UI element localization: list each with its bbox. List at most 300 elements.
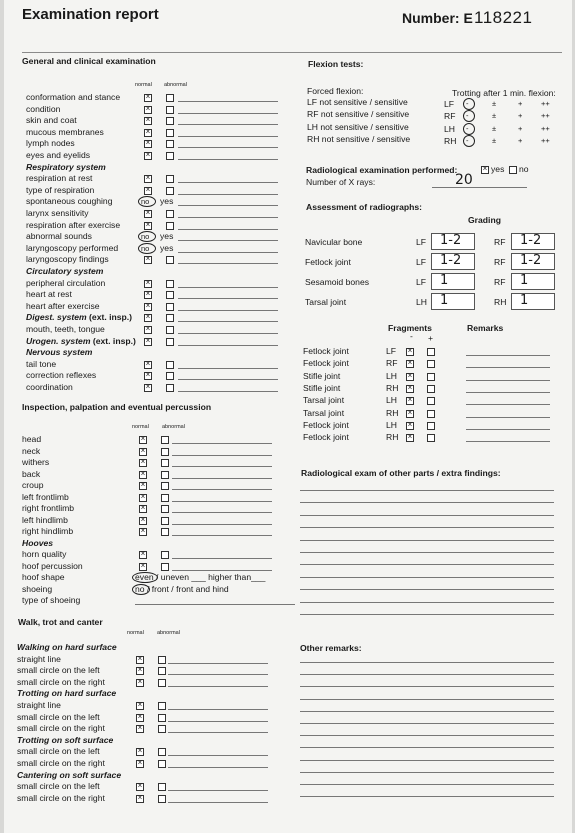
subsection-label: Nervous system xyxy=(26,347,93,358)
assessment-label: Navicular bone xyxy=(305,237,363,247)
abnormal-checkbox[interactable] xyxy=(161,436,169,444)
remark-line xyxy=(178,194,278,195)
grade-option[interactable]: + xyxy=(518,123,523,133)
writing-line[interactable] xyxy=(300,662,554,663)
writing-line[interactable] xyxy=(300,515,554,516)
grade-option[interactable]: + xyxy=(518,135,523,145)
abnormal-checkbox[interactable] xyxy=(158,656,166,664)
fragments-plus-label: + xyxy=(428,333,434,343)
normal-checkbox[interactable] xyxy=(144,106,152,114)
header-divider xyxy=(22,52,562,53)
remark-line xyxy=(178,136,278,137)
radiological-yes-checkbox[interactable] xyxy=(481,166,489,174)
remark-line xyxy=(168,663,268,664)
abnormal-checkbox[interactable] xyxy=(158,667,166,675)
item-label: lymph nodes xyxy=(26,138,75,149)
remark-line xyxy=(172,512,272,513)
remark-line xyxy=(178,391,278,392)
grade-option[interactable]: ± xyxy=(492,99,497,108)
fragment-leg: RH xyxy=(386,382,399,393)
abnormal-checkbox[interactable] xyxy=(161,459,169,467)
remarks-heading: Remarks xyxy=(467,323,504,333)
grade-option[interactable]: + xyxy=(518,99,523,108)
grade-value-2: 1-2 xyxy=(520,233,542,248)
normal-checkbox[interactable] xyxy=(144,222,152,230)
remark-line xyxy=(168,790,268,791)
normal-checkbox[interactable] xyxy=(139,494,147,502)
item-label: left frontlimb xyxy=(22,491,69,502)
normal-checkbox[interactable] xyxy=(144,210,152,218)
normal-checkbox[interactable] xyxy=(139,505,147,513)
writing-line[interactable] xyxy=(300,674,554,675)
fragment-remark-line xyxy=(466,380,550,381)
abnormal-checkbox[interactable] xyxy=(158,725,166,733)
walk-col-normal: normal xyxy=(127,630,144,636)
abnormal-checkbox[interactable] xyxy=(166,384,174,392)
abnormal-checkbox[interactable] xyxy=(161,517,169,525)
abnormal-checkbox[interactable] xyxy=(158,748,166,756)
subsection-label: Hooves xyxy=(22,537,54,548)
grade-option[interactable]: ++ xyxy=(541,135,550,145)
normal-checkbox[interactable] xyxy=(144,361,152,369)
writing-line[interactable] xyxy=(300,602,554,603)
fragment-plus-checkbox[interactable] xyxy=(427,360,435,368)
flexion-leg: LF xyxy=(444,99,455,109)
item-label: eyes and eyelids xyxy=(26,150,91,160)
general-col-normal: normal xyxy=(135,82,152,88)
subsection-suffix: (ext. insp.) xyxy=(90,335,136,346)
no-option[interactable]: no xyxy=(141,197,150,207)
selected-grade-circle xyxy=(463,123,475,135)
subsection-label: Respiratory system xyxy=(26,161,106,172)
writing-line[interactable] xyxy=(300,527,554,528)
writing-line[interactable] xyxy=(300,784,554,785)
item-label: respiration after exercise xyxy=(26,219,121,230)
fragment-remark-line xyxy=(466,404,550,405)
subsection-label: Trotting on hard surface xyxy=(17,688,117,699)
abnormal-checkbox[interactable] xyxy=(166,129,174,137)
item-label: small circle on the right xyxy=(17,758,105,768)
fragment-joint-label: Fetlock joint xyxy=(303,358,349,369)
abnormal-checkbox[interactable] xyxy=(166,314,174,322)
fragment-plus-checkbox[interactable] xyxy=(427,373,435,381)
abnormal-checkbox[interactable] xyxy=(166,280,174,288)
remark-line xyxy=(178,298,278,299)
abnormal-checkbox[interactable] xyxy=(166,175,174,183)
fragment-remark-line xyxy=(466,417,550,418)
report-title: Examination report xyxy=(22,6,159,23)
abnormal-checkbox[interactable] xyxy=(161,448,169,456)
answer-circle xyxy=(132,584,150,595)
remark-line xyxy=(168,732,268,733)
abnormal-checkbox[interactable] xyxy=(166,187,174,195)
fragment-minus-checkbox[interactable] xyxy=(406,422,414,430)
item-label: straight line xyxy=(17,700,61,710)
flexion-leg: RF xyxy=(444,111,456,122)
remark-line xyxy=(172,466,272,467)
item-label: type of shoeing xyxy=(22,595,81,605)
fragment-plus-checkbox[interactable] xyxy=(427,397,435,405)
grade-value-1: 1-2 xyxy=(440,233,462,248)
item-label: hoof percussion xyxy=(22,560,83,571)
remark-line xyxy=(172,489,272,490)
abnormal-checkbox[interactable] xyxy=(158,702,166,710)
item-label: conformation and stance xyxy=(26,92,121,102)
item-label: heart at rest xyxy=(26,289,72,300)
item-label: hoof shape xyxy=(22,572,65,582)
abnormal-checkbox[interactable] xyxy=(158,760,166,768)
normal-checkbox[interactable] xyxy=(144,129,152,137)
option-text[interactable]: no / front / front and hind xyxy=(135,583,229,594)
flexion-leg: LH xyxy=(444,123,455,134)
subsection-label: Trotting on soft surface xyxy=(17,734,114,745)
abnormal-checkbox[interactable] xyxy=(158,714,166,722)
item-label: small circle on the left xyxy=(17,746,100,757)
normal-checkbox[interactable] xyxy=(136,760,144,768)
fragment-leg: RF xyxy=(386,358,398,369)
fragment-leg: RH xyxy=(386,407,399,418)
normal-checkbox[interactable] xyxy=(144,140,152,148)
item-label: croup xyxy=(22,480,44,490)
item-label: mucous membranes xyxy=(26,126,104,137)
palpation-col-normal: normal xyxy=(132,424,149,430)
fragment-plus-checkbox[interactable] xyxy=(427,410,435,418)
normal-checkbox[interactable] xyxy=(136,748,144,756)
grade-option[interactable]: - xyxy=(466,135,469,145)
normal-checkbox[interactable] xyxy=(139,551,147,559)
remark-line xyxy=(178,182,278,183)
assessment-leg1: LF xyxy=(416,237,427,247)
fragment-joint-label: Tarsal joint xyxy=(303,395,345,406)
normal-checkbox[interactable] xyxy=(144,372,152,380)
general-col-abnormal: abnormal xyxy=(164,82,187,88)
fragment-plus-checkbox[interactable] xyxy=(427,422,435,430)
item-label: type of respiration xyxy=(26,184,95,195)
fragment-minus-checkbox[interactable] xyxy=(406,348,414,356)
remark-line xyxy=(178,124,278,125)
flexion-row-label: RF not sensitive / sensitive xyxy=(307,109,410,120)
item-label: small circle on the right xyxy=(17,792,105,803)
normal-checkbox[interactable] xyxy=(136,783,144,791)
normal-checkbox[interactable] xyxy=(144,291,152,299)
writing-line[interactable] xyxy=(300,796,554,797)
yes-option[interactable]: yes xyxy=(160,196,174,207)
item-label: small circle on the left xyxy=(17,665,100,676)
normal-checkbox[interactable] xyxy=(136,725,144,733)
writing-line[interactable] xyxy=(300,614,554,615)
writing-line[interactable] xyxy=(300,772,554,773)
abnormal-checkbox[interactable] xyxy=(161,551,169,559)
normal-checkbox[interactable] xyxy=(139,471,147,479)
subsection-title: Urogen. system xyxy=(26,335,91,346)
subsection-suffix: (ext. insp.) xyxy=(86,312,133,323)
fragments-minus-label: - xyxy=(410,331,413,341)
remark-line xyxy=(168,755,268,756)
abnormal-checkbox[interactable] xyxy=(166,152,174,160)
writing-line[interactable] xyxy=(300,552,554,553)
fragment-minus-checkbox[interactable] xyxy=(406,373,414,381)
item-label: right hindlimb xyxy=(22,526,74,536)
xrays-label: Number of X rays: xyxy=(306,177,376,187)
normal-checkbox[interactable] xyxy=(144,280,152,288)
subsection-label: Walking on hard surface xyxy=(17,642,117,652)
fragments-heading: Fragments xyxy=(388,323,432,333)
fragment-remark-line xyxy=(466,392,550,393)
abnormal-checkbox[interactable] xyxy=(166,210,174,218)
remark-line xyxy=(178,229,278,230)
abnormal-checkbox[interactable] xyxy=(161,494,169,502)
abnormal-checkbox[interactable] xyxy=(161,563,169,571)
normal-checkbox[interactable] xyxy=(136,714,144,722)
normal-checkbox[interactable] xyxy=(144,94,152,102)
item-label: small circle on the right xyxy=(17,676,105,687)
abnormal-checkbox[interactable] xyxy=(161,471,169,479)
assessment-label: Fetlock joint xyxy=(305,257,351,267)
grade-option[interactable]: - xyxy=(466,111,469,121)
normal-checkbox[interactable] xyxy=(136,656,144,664)
abnormal-checkbox[interactable] xyxy=(158,795,166,803)
item-label: head xyxy=(22,434,42,444)
abnormal-checkbox[interactable] xyxy=(166,94,174,102)
grade-box-1[interactable] xyxy=(431,293,475,310)
item-label: larynx sensitivity xyxy=(26,208,89,218)
abnormal-checkbox[interactable] xyxy=(161,505,169,513)
writing-line[interactable] xyxy=(300,723,554,724)
fragment-plus-checkbox[interactable] xyxy=(427,348,435,356)
normal-checkbox[interactable] xyxy=(144,384,152,392)
normal-checkbox[interactable] xyxy=(139,436,147,444)
flexion-row-label: LF not sensitive / sensitive xyxy=(307,97,408,107)
writing-line[interactable] xyxy=(300,502,554,503)
trotting-flexion-label: Trotting after 1 min. flexion: xyxy=(452,88,556,98)
radiological-no-checkbox[interactable] xyxy=(509,166,517,174)
remark-line xyxy=(168,721,268,722)
remark-line xyxy=(168,802,268,803)
item-label: small circle on the right xyxy=(17,723,105,734)
writing-line[interactable] xyxy=(300,735,554,736)
answer-circle xyxy=(132,572,158,583)
selected-grade-circle xyxy=(463,135,475,147)
grade-value-2: 1 xyxy=(520,273,529,288)
abnormal-checkbox[interactable] xyxy=(166,256,174,264)
grade-box-2[interactable] xyxy=(511,293,555,310)
radiological-yes-label: yes xyxy=(491,164,505,174)
radiological-performed-label: Radiological examination performed: xyxy=(306,165,458,175)
item-label: peripheral circulation xyxy=(26,277,106,288)
item-label: horn quality xyxy=(22,549,67,559)
grading-label: Grading xyxy=(468,215,501,225)
normal-checkbox[interactable] xyxy=(136,667,144,675)
normal-checkbox[interactable] xyxy=(144,314,152,322)
abnormal-checkbox[interactable] xyxy=(166,303,174,311)
item-label: right frontlimb xyxy=(22,503,75,513)
palpation-heading: Inspection, palpation and eventual percussion xyxy=(22,402,212,412)
abnormal-checkbox[interactable] xyxy=(166,361,174,369)
writing-line[interactable] xyxy=(300,540,554,541)
item-label: straight line xyxy=(17,653,61,664)
remark-line xyxy=(168,686,268,687)
item-label: back xyxy=(22,468,41,479)
abnormal-checkbox[interactable] xyxy=(166,106,174,114)
assessment-leg1: LF xyxy=(416,257,427,267)
normal-checkbox[interactable] xyxy=(139,528,147,536)
item-label: skin and coat xyxy=(26,115,77,126)
item-label: small circle on the left xyxy=(17,711,100,722)
grade-box-2[interactable] xyxy=(511,273,555,290)
normal-checkbox[interactable] xyxy=(144,187,152,195)
normal-checkbox[interactable] xyxy=(144,152,152,160)
grade-value-1: 1 xyxy=(440,293,449,308)
writing-line[interactable] xyxy=(300,747,554,748)
grade-option[interactable]: ++ xyxy=(541,111,550,121)
remark-line xyxy=(172,501,272,502)
number-label: Number: E xyxy=(402,10,473,26)
remark-line xyxy=(178,101,278,102)
grade-box-1[interactable] xyxy=(431,273,475,290)
subsection-label: Circulatory system xyxy=(26,266,104,276)
writing-line[interactable] xyxy=(300,711,554,712)
fragment-minus-checkbox[interactable] xyxy=(406,434,414,442)
normal-checkbox[interactable] xyxy=(144,256,152,264)
grade-option[interactable]: - xyxy=(466,123,469,133)
item-label: shoeing xyxy=(22,583,53,594)
normal-checkbox[interactable] xyxy=(139,448,147,456)
writing-line[interactable] xyxy=(300,564,554,565)
fragment-leg: LH xyxy=(386,370,397,381)
grade-option[interactable]: ± xyxy=(492,111,497,121)
abnormal-checkbox[interactable] xyxy=(158,783,166,791)
assessment-leg1: LF xyxy=(416,277,427,287)
grade-value-1: 1 xyxy=(440,273,449,288)
abnormal-checkbox[interactable] xyxy=(158,679,166,687)
fragment-leg: RH xyxy=(386,432,399,443)
abnormal-checkbox[interactable] xyxy=(166,338,174,346)
normal-checkbox[interactable] xyxy=(136,679,144,687)
item-label: respiration at rest xyxy=(26,173,93,184)
remark-line xyxy=(178,159,278,160)
writing-line[interactable] xyxy=(300,577,554,578)
abnormal-checkbox[interactable] xyxy=(166,291,174,299)
no-option[interactable]: no xyxy=(141,232,150,242)
grade-option[interactable]: ++ xyxy=(541,99,550,108)
flexion-leg: RH xyxy=(444,135,457,146)
abnormal-checkbox[interactable] xyxy=(166,326,174,334)
item-label: laryngoscopy performed xyxy=(26,242,119,253)
normal-checkbox[interactable] xyxy=(139,563,147,571)
writing-line[interactable] xyxy=(300,589,554,590)
assessment-label: Tarsal joint xyxy=(305,297,347,307)
grade-option[interactable]: ± xyxy=(492,123,497,133)
yes-option[interactable]: yes xyxy=(160,231,174,242)
fragment-joint-label: Stifle joint xyxy=(303,382,341,393)
item-label: mouth, teeth, tongue xyxy=(26,324,105,334)
selected-grade-circle xyxy=(463,98,475,110)
abnormal-checkbox[interactable] xyxy=(166,140,174,148)
forced-flexion-label: Forced flexion: xyxy=(307,86,364,96)
normal-checkbox[interactable] xyxy=(139,482,147,490)
abnormal-checkbox[interactable] xyxy=(161,482,169,490)
other-remarks-heading: Other remarks: xyxy=(300,643,362,653)
assessment-leg1: LH xyxy=(416,297,427,307)
fragment-plus-checkbox[interactable] xyxy=(427,434,435,442)
remark-line xyxy=(172,558,272,559)
grade-option[interactable]: ++ xyxy=(541,123,550,133)
assessment-heading: Assessment of radiographs: xyxy=(306,202,423,212)
xrays-value[interactable]: 20 xyxy=(455,172,473,188)
normal-checkbox[interactable] xyxy=(144,303,152,311)
normal-checkbox[interactable] xyxy=(139,517,147,525)
item-label: withers xyxy=(22,457,50,467)
assessment-leg2: RF xyxy=(494,237,506,247)
assessment-leg2: RH xyxy=(494,297,507,307)
writing-line[interactable] xyxy=(300,686,554,687)
subsection-label xyxy=(26,336,136,347)
remark-line xyxy=(172,443,272,444)
item-label: small circle on the left xyxy=(17,781,100,792)
normal-checkbox[interactable] xyxy=(144,117,152,125)
abnormal-checkbox[interactable] xyxy=(166,117,174,125)
abnormal-checkbox[interactable] xyxy=(161,528,169,536)
radiological-no-label: no xyxy=(519,164,529,174)
normal-checkbox[interactable] xyxy=(144,326,152,334)
remark-line xyxy=(178,379,278,380)
abnormal-checkbox[interactable] xyxy=(166,372,174,380)
flexion-row-label: LH not sensitive / sensitive xyxy=(307,121,409,132)
fragment-minus-checkbox[interactable] xyxy=(406,410,414,418)
yes-option[interactable]: yes xyxy=(160,242,174,253)
normal-checkbox[interactable] xyxy=(144,175,152,183)
item-label: correction reflexes xyxy=(26,370,97,381)
normal-checkbox[interactable] xyxy=(144,338,152,346)
remark-line xyxy=(172,570,272,571)
subsection-label xyxy=(26,312,132,323)
remark-line xyxy=(178,333,278,334)
fragment-joint-label: Tarsal joint xyxy=(303,407,345,418)
fragment-minus-checkbox[interactable] xyxy=(406,397,414,405)
no-option[interactable]: no xyxy=(141,243,150,253)
fragment-remark-line xyxy=(466,429,550,430)
item-label: heart after exercise xyxy=(26,300,100,311)
writing-line[interactable] xyxy=(300,760,554,761)
assessment-label: Sesamoid bones xyxy=(305,277,370,287)
remark-line xyxy=(178,217,278,218)
writing-line[interactable] xyxy=(300,490,554,491)
abnormal-checkbox[interactable] xyxy=(166,222,174,230)
report-number: 118221 xyxy=(474,8,533,27)
remark-line xyxy=(172,524,272,525)
option-text[interactable]: even / uneven ___ higher than___ xyxy=(135,572,266,582)
remark-line xyxy=(168,674,268,675)
grade-option[interactable]: - xyxy=(466,99,469,108)
fragment-remark-line xyxy=(466,367,550,368)
grade-option[interactable]: ± xyxy=(492,135,497,145)
fragment-minus-checkbox[interactable] xyxy=(406,360,414,368)
fragment-minus-checkbox[interactable] xyxy=(406,385,414,393)
grade-value-2: 1-2 xyxy=(520,253,542,268)
normal-checkbox[interactable] xyxy=(136,795,144,803)
writing-line[interactable] xyxy=(300,699,554,700)
grade-option[interactable]: + xyxy=(518,111,523,121)
normal-checkbox[interactable] xyxy=(136,702,144,710)
fragment-plus-checkbox[interactable] xyxy=(427,385,435,393)
general-heading: General and clinical examination xyxy=(22,56,156,66)
normal-checkbox[interactable] xyxy=(139,459,147,467)
remark-line xyxy=(178,287,278,288)
subsection-title: Digest. system xyxy=(26,312,87,323)
remark-line xyxy=(178,345,278,346)
remark-line xyxy=(172,478,272,479)
xrays-underline xyxy=(432,187,527,188)
